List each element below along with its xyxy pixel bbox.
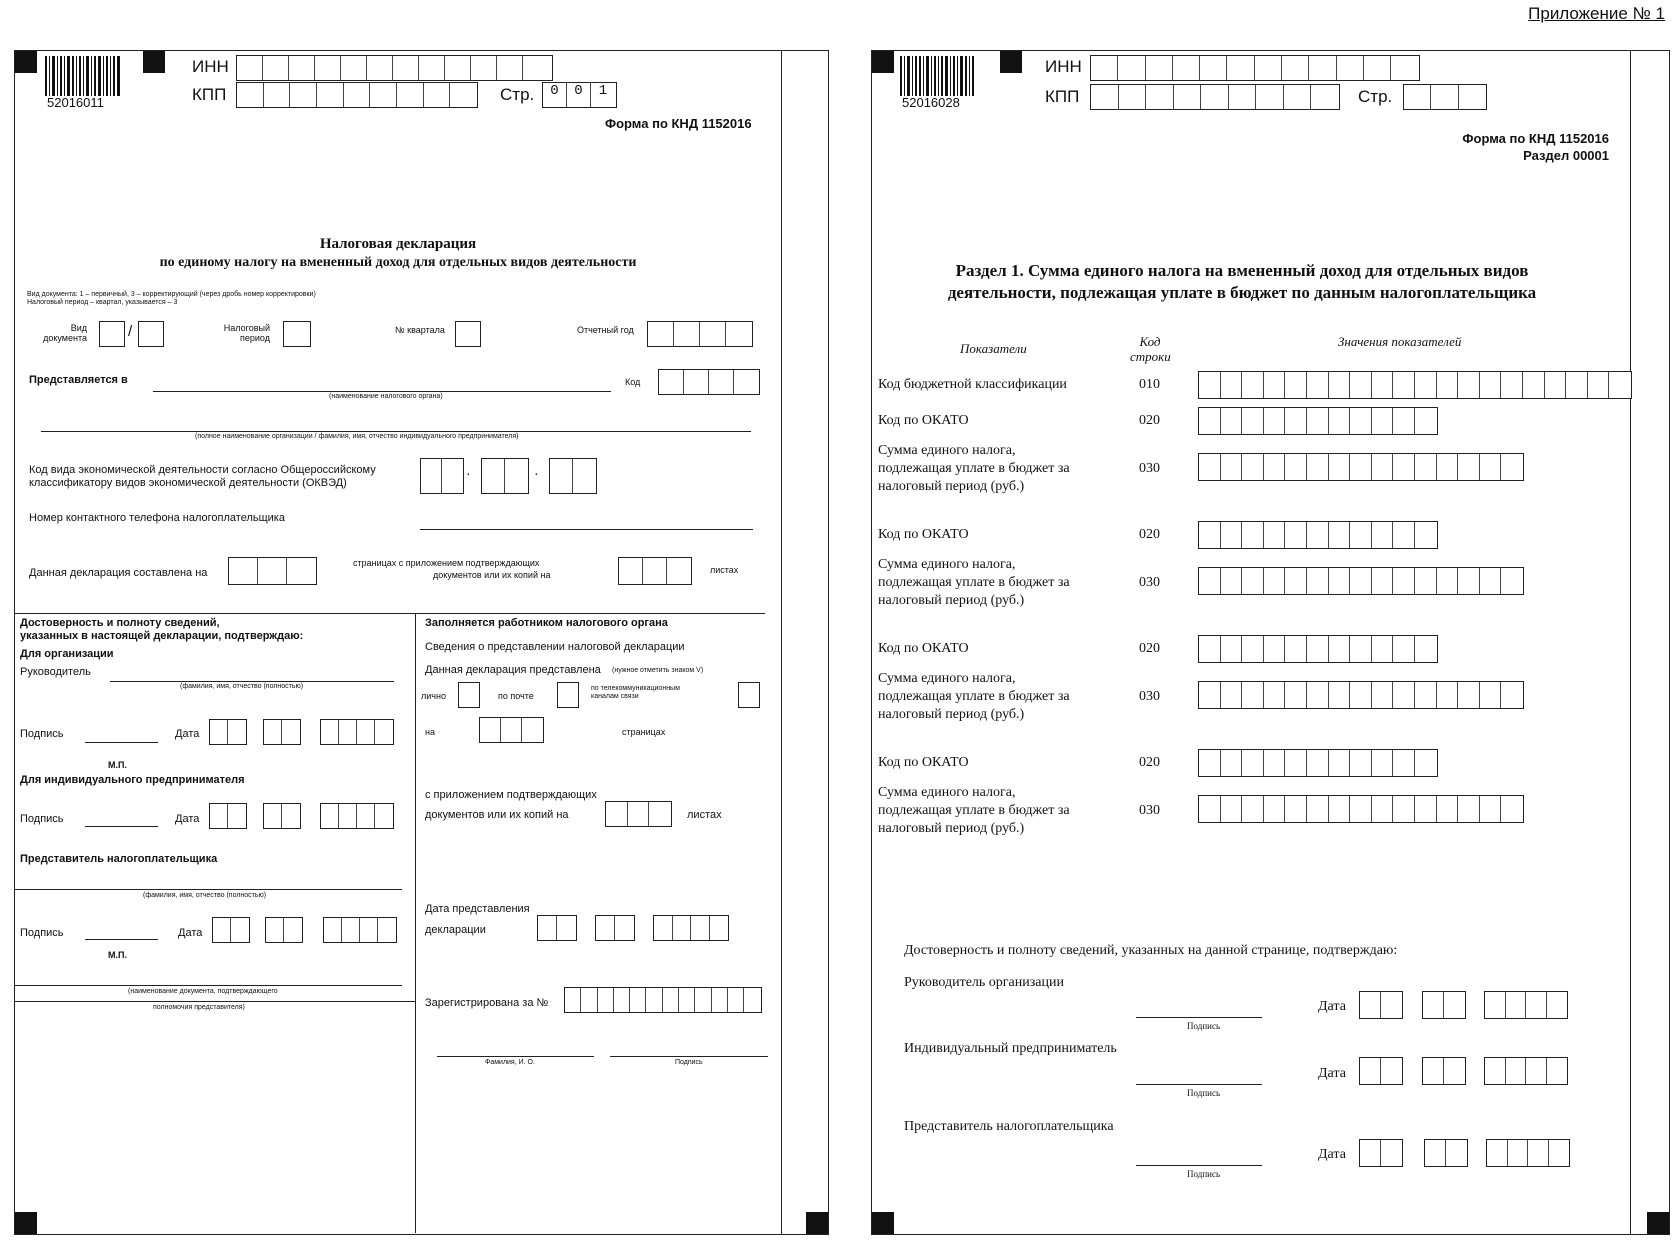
row-code: 030 — [1139, 689, 1160, 704]
row-code: 010 — [1139, 377, 1160, 392]
correction-number-field[interactable] — [138, 321, 164, 347]
form-code: Форма по КНД 1152016 — [605, 116, 752, 131]
row-label: Сумма единого налога, — [878, 557, 1016, 572]
tax-authority-code-field[interactable] — [658, 369, 760, 395]
head-label: Руководитель — [20, 666, 91, 678]
doc-type-field[interactable] — [99, 321, 125, 347]
date-day-field[interactable] — [209, 719, 247, 745]
submission-month-field[interactable] — [595, 915, 635, 941]
row-code: 020 — [1139, 413, 1160, 428]
corner-marker — [1647, 1212, 1669, 1234]
head-name-line[interactable] — [110, 681, 394, 682]
stamp-label-2: М.П. — [108, 950, 127, 960]
registration-number-field[interactable] — [564, 987, 762, 1013]
signer-year-field[interactable] — [1484, 991, 1568, 1019]
corner-marker — [806, 1212, 828, 1234]
doc-caption-2: полномочия представителя) — [153, 1004, 245, 1011]
registered-label: Зарегистрирована за № — [425, 997, 549, 1009]
signer-month-field[interactable] — [1424, 1139, 1468, 1167]
okved-field-2[interactable] — [481, 458, 529, 494]
section-code: Раздел 00001 — [1523, 148, 1609, 163]
signature-label: Подпись — [20, 728, 64, 740]
date-label-2: Дата — [175, 813, 200, 825]
representative-label: Представитель налогоплательщика — [20, 853, 218, 865]
corner-marker — [15, 51, 37, 73]
signer-date-label: Дата — [1318, 999, 1346, 1014]
signer-year-field[interactable] — [1486, 1139, 1570, 1167]
col-indicators: Показатели — [960, 341, 1027, 356]
section-title: Раздел 1. Сумма единого налога на вмененный доход для отдельных видов — [955, 261, 1529, 280]
corner-marker — [1000, 51, 1022, 73]
signer-signature-line[interactable] — [1136, 1165, 1262, 1166]
dot-separator: · — [466, 465, 471, 481]
attachment-label-2: документов или их копий на — [425, 809, 569, 821]
confirm-label-2: указанных в настоящей декларации, подтверждаю: — [20, 630, 304, 642]
page-digit: 0 — [543, 83, 567, 107]
tax-sum-field[interactable] — [1198, 453, 1524, 481]
phone-line[interactable] — [420, 529, 753, 530]
okved-field-3[interactable] — [549, 458, 597, 494]
signature-label-3: Подпись — [20, 927, 64, 939]
org-name-line[interactable] — [41, 431, 751, 432]
by-mail-label: по почте — [498, 691, 534, 701]
okved-label: Код вида экономической деятельности согласно Общероссийскому — [29, 464, 376, 476]
col-code-2: строки — [1130, 349, 1171, 364]
signer-signature-caption: Подпись — [1187, 1088, 1221, 1098]
tax-sum-field[interactable] — [1198, 795, 1524, 823]
date-year-field-3[interactable] — [323, 917, 397, 943]
corner-marker — [15, 1212, 37, 1234]
pages-label: страницах — [622, 727, 666, 737]
row-label: Сумма единого налога, — [878, 443, 1016, 458]
tax-sum-field[interactable] — [1198, 681, 1524, 709]
signer-signature-caption: Подпись — [1187, 1169, 1221, 1179]
inn-field[interactable] — [1090, 55, 1420, 81]
in-person-checkbox[interactable] — [458, 682, 480, 708]
page-label: Стр. — [500, 85, 535, 104]
date-label-3: Дата — [178, 927, 203, 939]
barcode-icon — [45, 56, 122, 96]
kpp-field[interactable] — [1090, 84, 1340, 110]
tax-period-label: Налоговый период — [223, 323, 270, 343]
submission-info-label: Сведения о представлении налоговой декларации — [425, 641, 685, 653]
row-label: Код по ОКАТО — [878, 641, 969, 656]
row-label: Код по ОКАТО — [878, 413, 969, 428]
kpp-label: КПП — [192, 85, 227, 104]
row-label: налоговый период (руб.) — [878, 593, 1025, 608]
row-code: 030 — [1139, 803, 1160, 818]
row-code: 030 — [1139, 575, 1160, 590]
signer-signature-caption: Подпись — [1187, 1021, 1221, 1031]
by-mail-checkbox[interactable] — [557, 682, 579, 708]
okved-label-2: классификатору видов экономической деятельности (ОКВЭД) — [29, 477, 347, 489]
date-month-field[interactable] — [263, 719, 301, 745]
row-label: подлежащая уплате в бюджет за — [878, 689, 1070, 704]
date-year-field-2[interactable] — [320, 803, 394, 829]
date-label: Дата — [175, 728, 200, 740]
kpp-label: КПП — [1045, 87, 1080, 106]
tax-authority-line[interactable] — [153, 391, 611, 392]
signer-date-label: Дата — [1318, 1066, 1346, 1081]
date-month-field-3[interactable] — [265, 917, 303, 943]
pages-count-field[interactable] — [228, 557, 317, 585]
signer-year-field[interactable] — [1484, 1057, 1568, 1085]
representative-name-line[interactable] — [15, 889, 402, 890]
signer-role: Руководитель организации — [904, 975, 1064, 990]
inn-label: ИНН — [192, 57, 229, 76]
signature-line-2[interactable] — [85, 826, 158, 827]
document-name-line[interactable] — [15, 985, 402, 986]
page-label: Стр. — [1358, 87, 1393, 106]
sheets-label: листах — [710, 565, 739, 575]
doc-caption: (наименование документа, подтверждающего — [128, 988, 278, 995]
pages-with-label-2: документов или их копий на — [433, 570, 551, 580]
okato-field[interactable] — [1198, 521, 1438, 549]
row-label: подлежащая уплате в бюджет за — [878, 575, 1070, 590]
phone-label: Номер контактного телефона налогоплательщика — [29, 512, 285, 524]
divider — [15, 1001, 415, 1002]
okato-field[interactable] — [1198, 407, 1438, 435]
code-label: Код — [625, 377, 641, 387]
date-year-field[interactable] — [320, 719, 394, 745]
signature-label-2: Подпись — [20, 813, 64, 825]
in-person-label: лично — [421, 691, 446, 701]
date-day-field-3[interactable] — [212, 917, 250, 943]
page-1 — [14, 50, 829, 1235]
officer-signature-line[interactable] — [610, 1056, 768, 1057]
row-label: Код по ОКАТО — [878, 527, 969, 542]
for-org-label: Для организации — [20, 648, 114, 660]
row-code: 020 — [1139, 641, 1160, 656]
signature-line[interactable] — [85, 742, 158, 743]
signature-caption: Подпись — [675, 1059, 703, 1066]
for-ip-label: Для индивидуального предпринимателя — [20, 774, 245, 786]
on-label: на — [425, 727, 435, 737]
declaration-subtitle: по единому налогу на вмененный доход для отдельных видов деятельности — [159, 255, 637, 270]
okato-field[interactable] — [1198, 635, 1438, 663]
submission-date-label-2: декларации — [425, 924, 486, 936]
corner-marker — [872, 51, 894, 73]
quarter-label: № квартала — [395, 325, 445, 335]
tax-period-field[interactable] — [283, 321, 311, 347]
okved-field-1[interactable] — [420, 458, 464, 494]
confirm-label: Достоверность и полноту сведений, — [20, 617, 220, 629]
col-code: Код — [1139, 334, 1161, 349]
signer-day-field[interactable] — [1359, 1057, 1403, 1085]
row-label: подлежащая уплате в бюджет за — [878, 803, 1070, 818]
signer-role: Представитель налогоплательщика — [904, 1119, 1114, 1134]
signer-month-field[interactable] — [1422, 1057, 1466, 1085]
submission-day-field[interactable] — [537, 915, 577, 941]
row-label: Код бюджетной классификации — [878, 377, 1067, 392]
declaration-title: Налоговая декларация — [319, 236, 477, 252]
org-name-caption: (полное наименование организации / фамилия, имя, отчество индивидуального предпринимателя) — [195, 433, 519, 440]
stamp-label: М.П. — [108, 760, 127, 770]
row-code: 030 — [1139, 461, 1160, 476]
doc-type-hint: Вид документа: 1 – первичный, 3 – корректирующий (через дробь номер корректировки) — [27, 291, 316, 298]
row-label: Сумма единого налога, — [878, 785, 1016, 800]
row-label: налоговый период (руб.) — [878, 707, 1025, 722]
col-values: Значения показателей — [1338, 334, 1462, 349]
tax-sum-field[interactable] — [1198, 567, 1524, 595]
page-digit: 0 — [567, 83, 591, 107]
row-label: подлежащая уплате в бюджет за — [878, 461, 1070, 476]
signer-day-field[interactable] — [1359, 991, 1403, 1019]
corner-marker — [143, 51, 165, 73]
signer-date-label: Дата — [1318, 1147, 1346, 1162]
quarter-field[interactable] — [455, 321, 481, 347]
row-label: налоговый период (руб.) — [878, 479, 1025, 494]
row-code: 020 — [1139, 755, 1160, 770]
compiled-on-label: Данная декларация составлена на — [29, 567, 208, 579]
dot-separator: · — [534, 465, 539, 481]
date-month-field-2[interactable] — [263, 803, 301, 829]
barcode-number: 52016028 — [902, 95, 960, 110]
inn-label: ИНН — [1045, 57, 1082, 76]
barcode-number: 52016011 — [47, 95, 104, 110]
tax-authority-caption: (наименование налогового органа) — [329, 393, 443, 400]
pages-with-label: страницах с приложением подтверждающих — [353, 558, 540, 568]
signature-line-3[interactable] — [85, 939, 158, 940]
page-number-field[interactable] — [542, 82, 617, 108]
section-title-2: деятельности, подлежащая уплате в бюджет по данным налогоплательщика — [947, 283, 1537, 302]
filled-by-label: Заполняется работником налогового органа — [425, 617, 668, 629]
row-label: налоговый период (руб.) — [878, 821, 1025, 836]
report-year-field[interactable] — [647, 321, 753, 347]
appendix-label: Приложение № 1 — [1528, 4, 1665, 23]
sheets-count-field[interactable] — [618, 557, 692, 585]
signer-day-field[interactable] — [1359, 1139, 1403, 1167]
page-number-field[interactable] — [1403, 84, 1487, 110]
page2-confirm-label: Достоверность и полноту сведений, указанных на данной странице, подтверждаю: — [904, 943, 1398, 958]
submitted-to-label: Представляется в — [29, 374, 128, 386]
telecom-label: по телекоммуникационным — [591, 685, 680, 692]
barcode-icon — [900, 56, 976, 96]
page-digit: 1 — [598, 83, 608, 99]
telecom-checkbox[interactable] — [738, 682, 760, 708]
submission-date-label: Дата представления — [425, 903, 530, 915]
telecom-label-2: каналам связи — [591, 693, 639, 700]
kbk-field[interactable] — [1198, 371, 1632, 399]
attachment-sheets-field[interactable] — [605, 801, 672, 827]
surname-caption: Фамилия, И. О. — [485, 1059, 535, 1066]
okato-field[interactable] — [1198, 749, 1438, 777]
signer-month-field[interactable] — [1422, 991, 1466, 1019]
period-hint: Налоговый период – квартал, указывается – 3 — [27, 299, 178, 306]
fio-caption-2: (фамилия, имя, отчество (полностью) — [143, 892, 267, 899]
signer-signature-line[interactable] — [1136, 1084, 1262, 1085]
slash-separator: / — [128, 323, 133, 340]
signer-role: Индивидуальный предприниматель — [904, 1041, 1117, 1056]
submitted-label: Данная декларация представлена — [425, 664, 601, 676]
attachment-label: с приложением подтверждающих — [425, 789, 597, 801]
registry-pages-field[interactable] — [479, 717, 544, 743]
submitted-hint: (нужное отметить знаком V) — [612, 667, 704, 674]
submission-year-field[interactable] — [653, 915, 729, 941]
signer-signature-line[interactable] — [1136, 1017, 1262, 1018]
row-label: Сумма единого налога, — [878, 671, 1016, 686]
corner-marker — [872, 1212, 894, 1234]
doc-type-label: Вид документа — [43, 323, 87, 343]
row-code: 020 — [1139, 527, 1160, 542]
officer-name-line[interactable] — [437, 1056, 594, 1057]
section-divider — [15, 613, 765, 614]
sheets-label-2: листах — [687, 809, 722, 821]
kpp-field[interactable] — [236, 82, 478, 108]
date-day-field-2[interactable] — [209, 803, 247, 829]
row-label: Код по ОКАТО — [878, 755, 969, 770]
form-code: Форма по КНД 1152016 — [1462, 131, 1609, 146]
column-divider — [415, 613, 416, 1233]
report-year-label: Отчетный год — [577, 325, 634, 335]
page-2 — [871, 50, 1670, 1235]
inn-field[interactable] — [236, 55, 553, 81]
fio-caption: (фамилия, имя, отчество (полностью) — [180, 683, 304, 690]
